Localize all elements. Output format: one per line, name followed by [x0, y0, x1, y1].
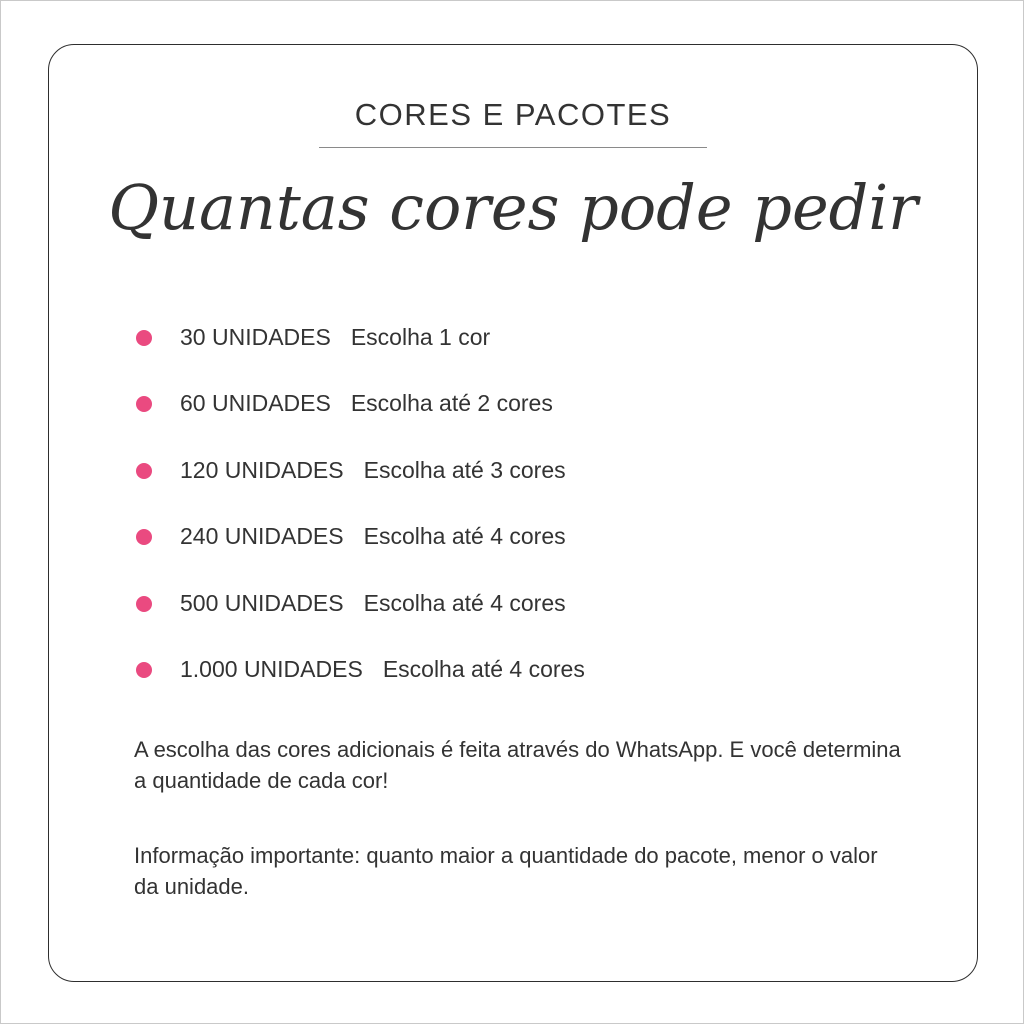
package-item	[136, 385, 585, 451]
package-quantity: 240 UNIDADES	[180, 523, 344, 550]
bullet-dot	[136, 396, 152, 412]
script-title: Quantas cores pode pedir	[108, 171, 918, 244]
package-quantity: 60 UNIDADES	[180, 390, 331, 417]
package-quantity: 30 UNIDADES	[180, 324, 331, 350]
package-item	[136, 452, 585, 518]
bullet-dot	[136, 330, 152, 346]
package-choice: Escolha até 2 cores	[350, 390, 553, 417]
package-choice: Escolha até 3 cores	[363, 456, 566, 483]
package-choice: Escolha 1 cor	[350, 324, 491, 350]
package-list	[136, 319, 585, 717]
package-item	[136, 651, 585, 717]
package-quantity: 500 UNIDADES	[180, 589, 344, 616]
bullet-dot	[136, 596, 152, 612]
additional-colors-note: A escolha das cores adicionais é feita através do WhatsApp. E você determina a quantidade de cada cor!	[134, 737, 901, 793]
bullet-dot	[136, 463, 152, 479]
package-item	[136, 585, 585, 651]
section-heading: CORES E PACOTES	[354, 97, 672, 132]
bullet-dot	[136, 529, 152, 545]
bullet-dot	[136, 662, 152, 678]
package-quantity: 120 UNIDADES	[180, 456, 344, 483]
important-info-note: Informação importante: quanto maior a quantidade do pacote, menor o valor da unidade.	[134, 843, 878, 899]
heading-divider	[319, 147, 707, 148]
package-choice: Escolha até 4 cores	[363, 523, 566, 550]
package-item	[136, 319, 585, 385]
package-choice: Escolha até 4 cores	[382, 655, 585, 682]
package-item	[136, 518, 585, 584]
package-choice: Escolha até 4 cores	[363, 589, 566, 616]
package-quantity: 1.000 UNIDADES	[180, 655, 363, 682]
